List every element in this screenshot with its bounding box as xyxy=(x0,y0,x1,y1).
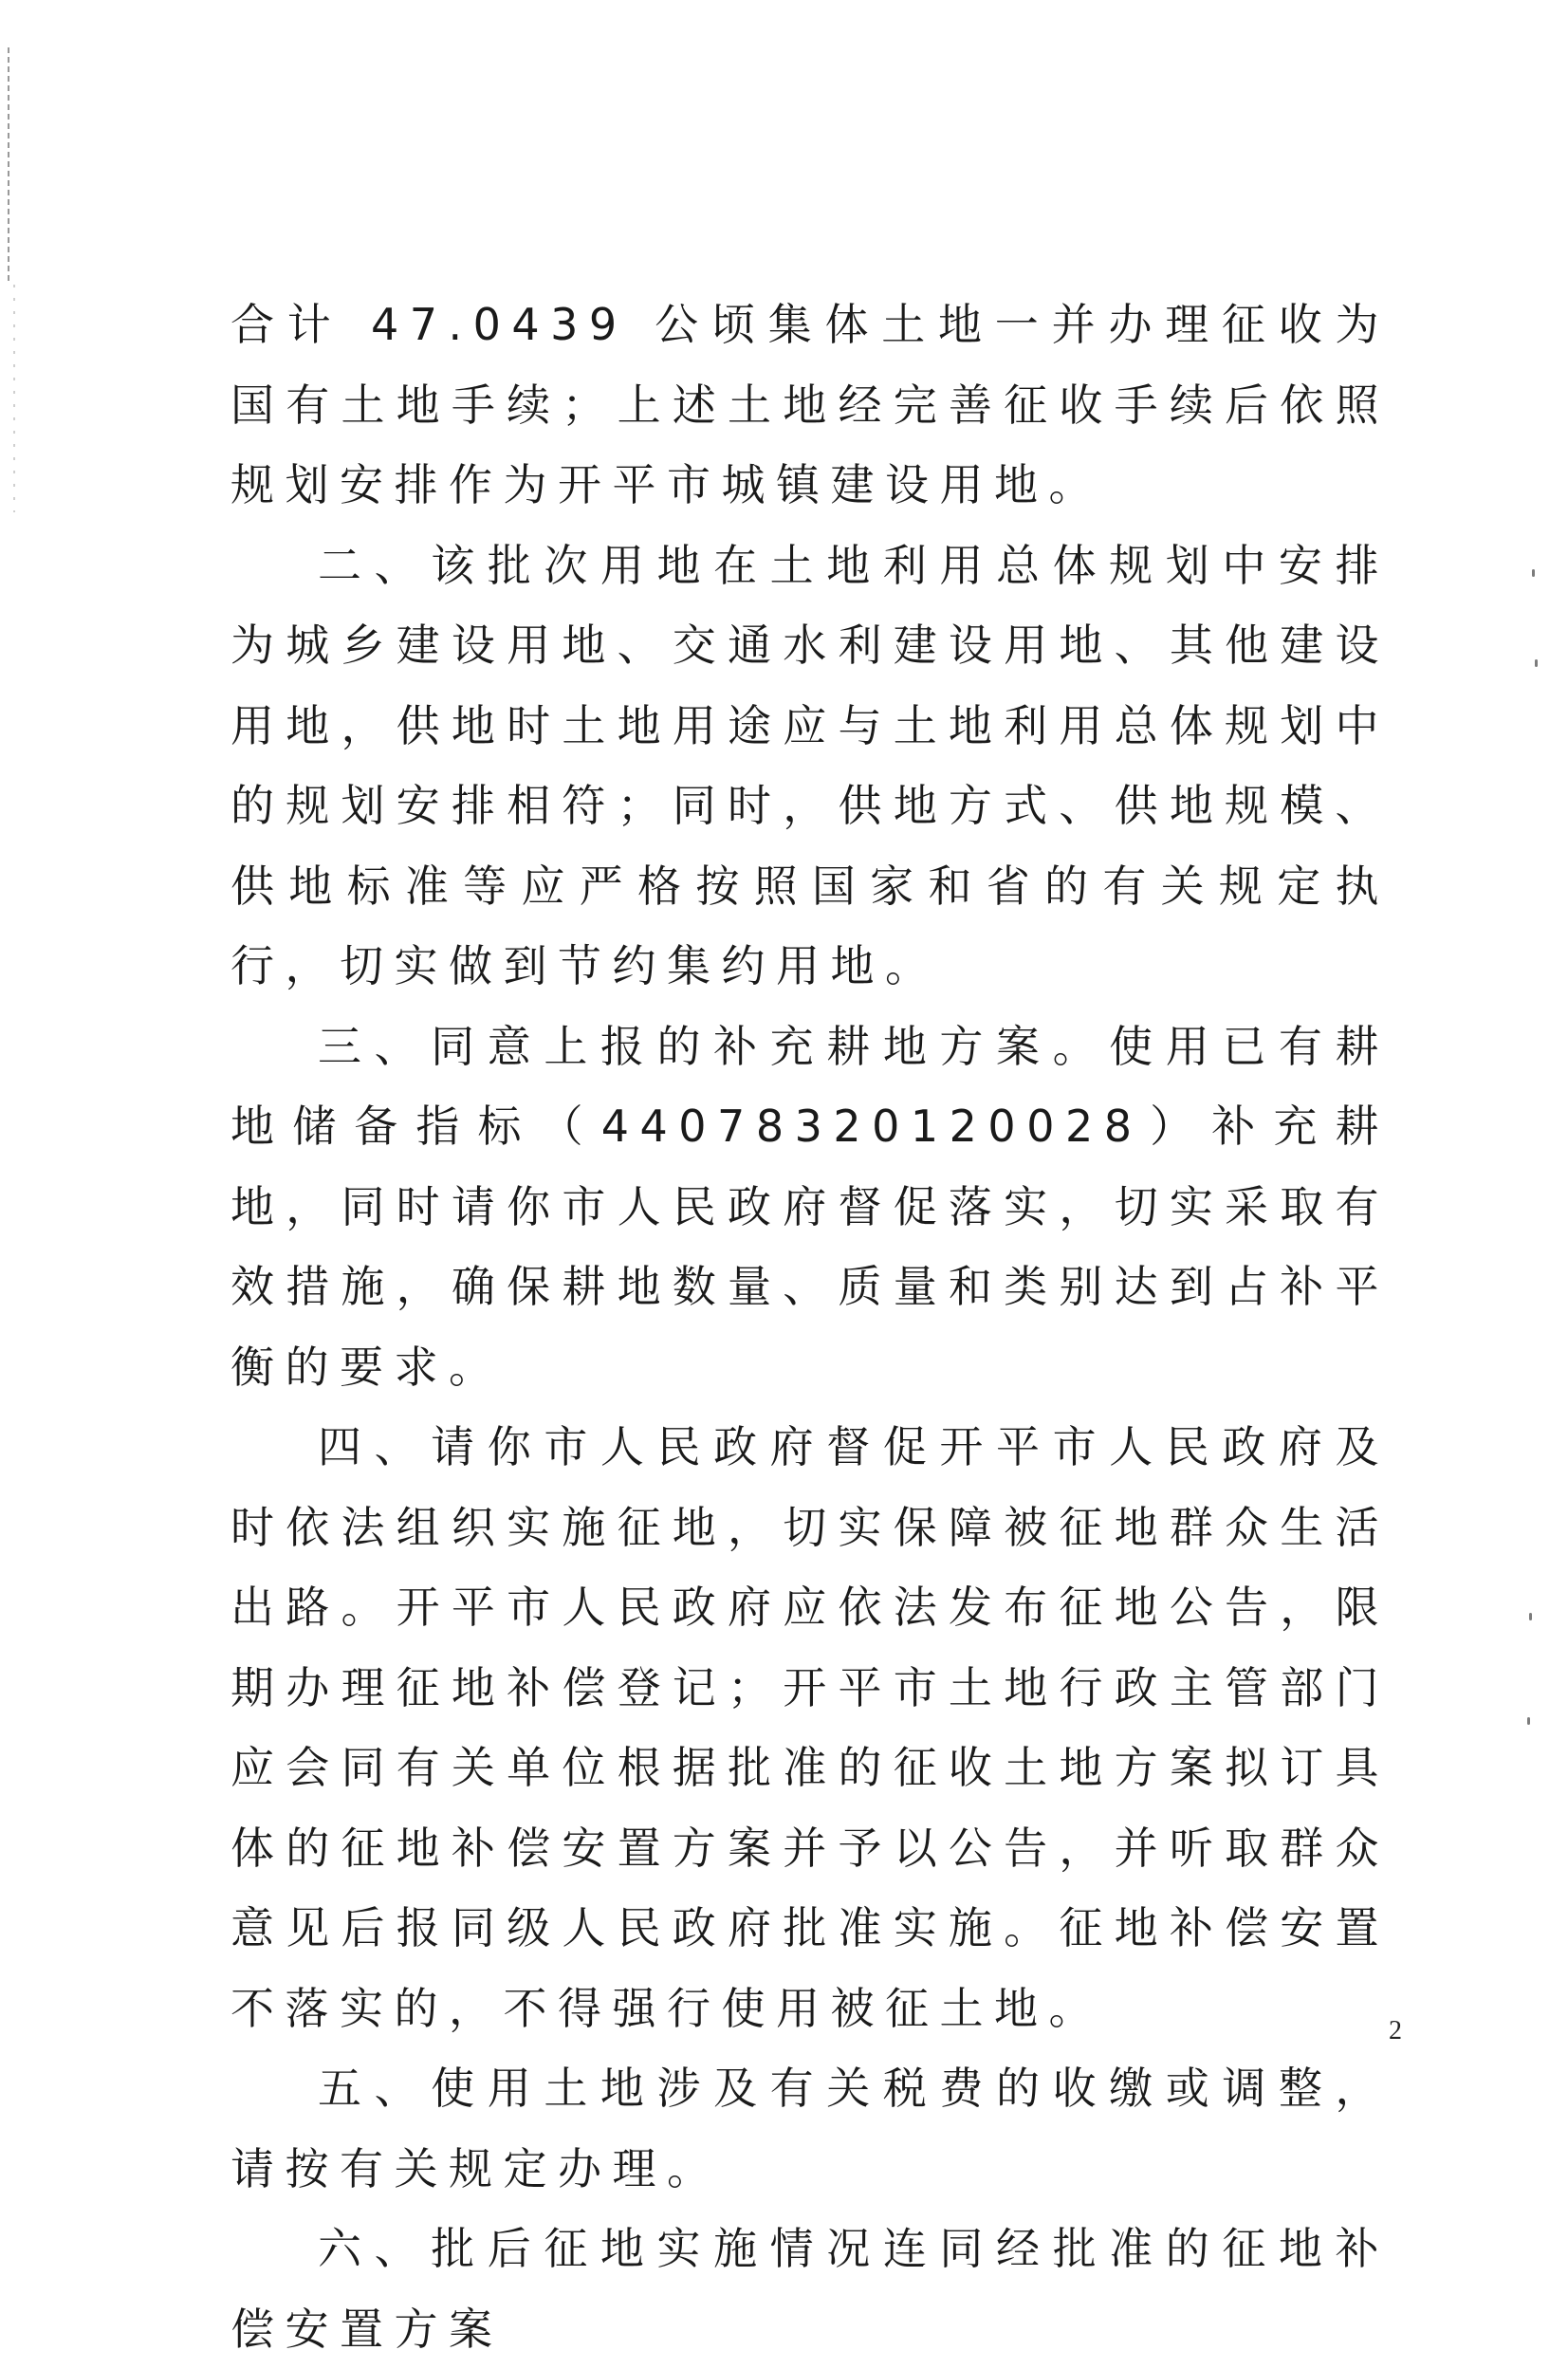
paragraph-item-3: 三、同意上报的补充耕地方案。使用已有耕地储备指标（44078320120028）补充耕地，同时请你市人民政府督促落实，切实采取有效措施，确保耕地数量、质量和类别达到占补平衡的要求。 xyxy=(231,1020,1390,1393)
scan-speck xyxy=(1532,569,1535,577)
page-number: 2 xyxy=(1389,2016,1402,2045)
paragraph-item-5: 五、使用土地涉及有关税费的收缴或调整，请按有关规定办理。 xyxy=(231,2063,1390,2194)
scan-edge-mark xyxy=(13,285,15,512)
scan-edge-mark xyxy=(8,47,9,285)
paragraph-item-6: 六、批后征地实施情况连同经批准的征地补偿安置方案 xyxy=(231,2223,1390,2355)
scan-speck xyxy=(1529,1613,1532,1620)
scan-speck xyxy=(1535,659,1538,667)
paragraph-item-2: 二、该批次用地在土地利用总体规划中安排为城乡建设用地、交通水利建设用地、其他建设用地，供地时土地用途应与土地利用总体规划中的规划安排相符；同时，供地方式、供地规模、供地标准等应严格按照国家和省的有关规定执行，切实做到节约集约用地。 xyxy=(231,539,1390,991)
paragraph-item-4: 四、请你市人民政府督促开平市人民政府及时依法组织实施征地，切实保障被征地群众生活出路。开平市人民政府应依法发布征地公告，限期办理征地补偿登记；开平市土地行政主管部门应会同有关单位根据批准的征收土地方案拟订具体的征地补偿安置方案并予以公告，并听取群众意见后报同级人民政府批准实施。征地补偿安置不落实的，不得强行使用被征土地。 xyxy=(231,1421,1390,2034)
paragraph-continuation: 合计 47.0439 公顷集体土地一并办理征收为国有土地手续；上述土地经完善征收手续后依照规划安排作为开平市城镇建设用地。 xyxy=(231,299,1390,510)
document-body xyxy=(231,285,1390,2369)
scan-speck xyxy=(1527,1717,1530,1725)
